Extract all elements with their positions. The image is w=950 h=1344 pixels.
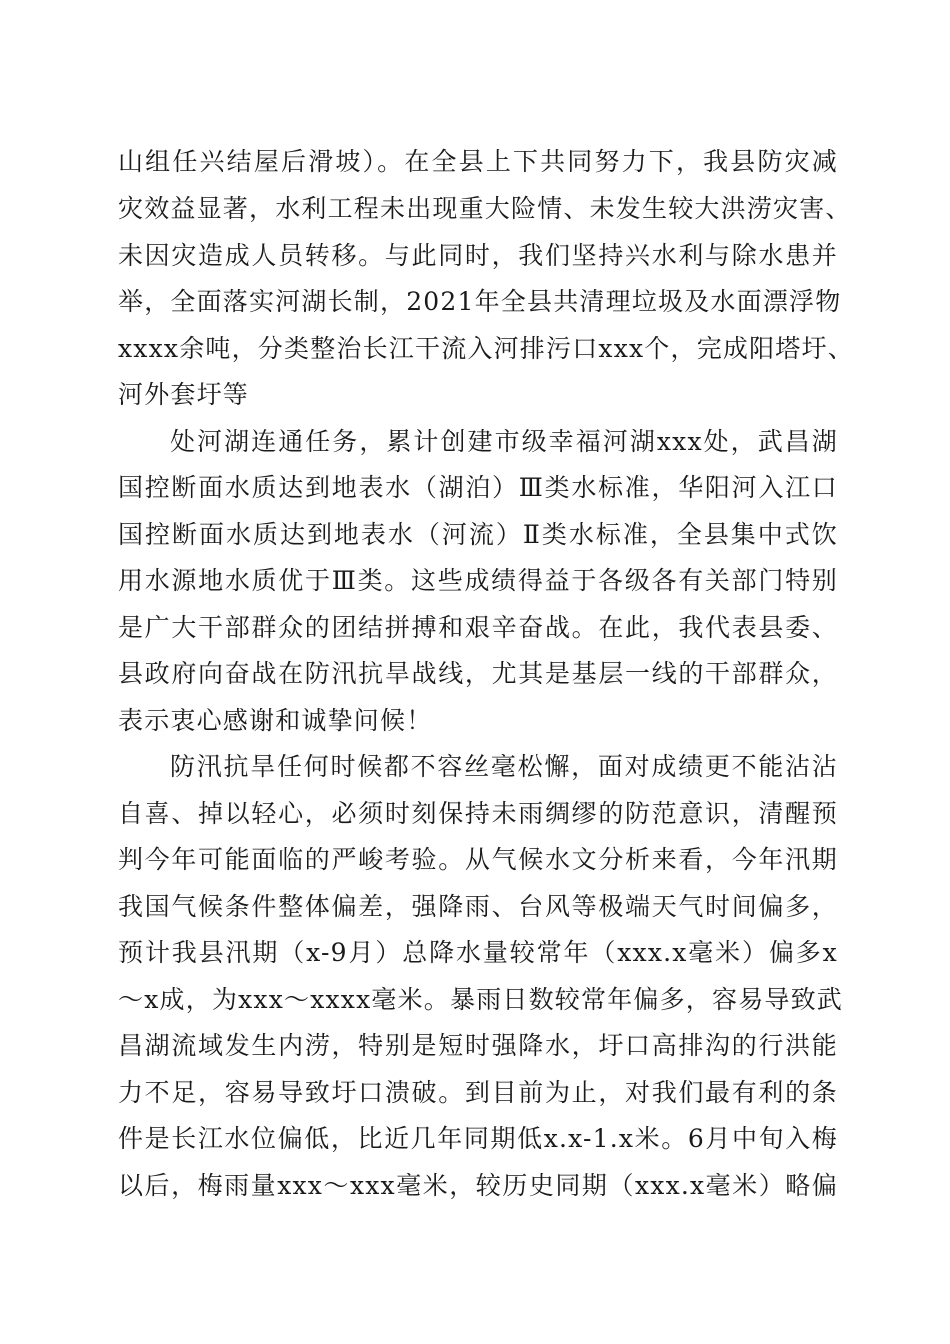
text-line: ～x成，为xxx～xxxx毫米。暴雨日数较常年偏多，容易导致武 (118, 985, 843, 1014)
text-line: 县政府向奋战在防汛抗旱战线，尤其是基层一线的干部群众， (118, 659, 838, 688)
text-line: 举，全面落实河湖长制，2021年全县共清理垃圾及水面漂浮物 (118, 287, 842, 316)
text-line: 河外套圩等 (118, 380, 250, 409)
text-line: 判今年可能面临的严峻考验。从气候水文分析来看，今年汛期 (118, 845, 838, 874)
text-line: 件是长江水位偏低，比近几年同期低x.x-1.x米。6月中旬入梅 (118, 1124, 838, 1153)
text-line: 灾效益显著，水利工程未出现重大险情、未发生较大洪涝灾害、 (118, 194, 852, 223)
text-line: 国控断面水质达到地表水（河流）Ⅱ类水标准，全县集中式饮 (118, 520, 838, 549)
text-line: 用水源地水质优于Ⅲ类。这些成绩得益于各级各有关部门特别 (118, 566, 838, 595)
text-line: 自喜、掉以轻心，必须时刻保持未雨绸缪的防范意识，清醒预 (118, 799, 838, 828)
text-line: 山组任兴结屋后滑坡）。在全县上下共同努力下，我县防灾减 (118, 147, 838, 176)
text-line: 是广大干部群众的团结拼搏和艰辛奋战。在此，我代表县委、 (118, 613, 838, 642)
paragraph-first-line: 防汛抗旱任何时候都不容丝毫松懈，面对成绩更不能沾沾 (170, 752, 838, 781)
text-line: xxxx余吨，分类整治长江干流入河排污口xxx个，完成阳塔圩、 (118, 334, 854, 363)
text-line: 我国气候条件整体偏差，强降雨、台风等极端天气时间偏多， (118, 892, 838, 921)
text-line: 未因灾造成人员转移。与此同时，我们坚持兴水利与除水患并 (118, 241, 838, 270)
text-line: 以后，梅雨量xxx～xxx毫米，较历史同期（xxx.x毫米）略偏 (118, 1171, 838, 1200)
text-line: 昌湖流域发生内涝，特别是短时强降水，圩口高排沟的行洪能 (118, 1031, 838, 1060)
text-line: 表示衷心感谢和诚挚问候！ (118, 706, 433, 735)
text-line: 国控断面水质达到地表水（湖泊）Ⅲ类水标准，华阳河入江口 (118, 473, 838, 502)
text-line: 力不足，容易导致圩口溃破。到目前为止，对我们最有利的条 (118, 1078, 838, 1107)
paragraph-first-line: 处河湖连通任务，累计创建市级幸福河湖xxx处，武昌湖 (170, 427, 838, 456)
text-line: 预计我县汛期（x-9月）总降水量较常年（xxx.x毫米）偏多x (118, 938, 838, 967)
